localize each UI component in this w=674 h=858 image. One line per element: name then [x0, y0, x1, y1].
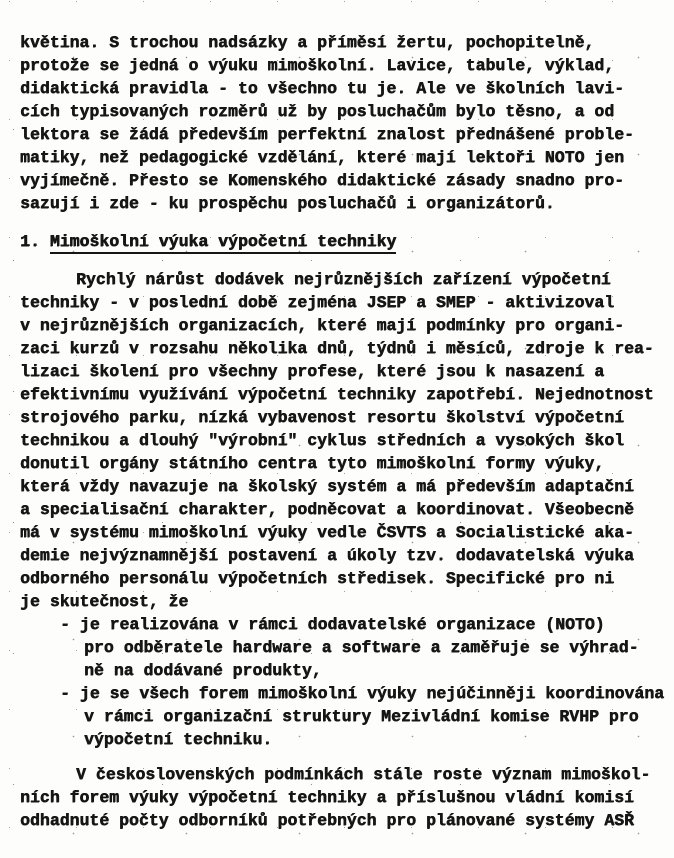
bullet-item-2	[20, 682, 664, 751]
text-line: v nejrůznějších organizacích, které mají podmínky pro organi-	[20, 316, 624, 335]
text-line: techniky - v poslední době zejména JSEP a SMEP - aktivizoval	[20, 293, 615, 312]
text-line: odhadnuté počty odborníků potřebných pro plánované systémy ASŘ	[20, 811, 634, 830]
paragraph-2	[20, 268, 664, 613]
text-line: ních forem výuky výpočetní techniky a příslušnou vládní komisí	[20, 788, 634, 807]
text-line: vyjímečně. Přesto se Komenského didaktické zásady snadno pro-	[20, 171, 624, 190]
bullet-item-1	[20, 613, 664, 682]
text-line: strojového parku, nízká vybavenost resortu školství výpočetní	[20, 408, 624, 427]
text-line: cích typisovaných rozměrů už by posluchačům bylo těsno, a od	[20, 102, 615, 121]
text-line: odborného personálu výpočetních středisek. Specifické pro ni	[20, 569, 615, 588]
text-line: V československých podmínkách stále roste význam mimoškol-	[76, 765, 651, 784]
bullet-line: - je realizována v rámci dodavatelské organizace (NOTO)	[60, 615, 605, 634]
text-line: květina. S trochou nadsázky a příměsí žertu, pochopitelně,	[20, 33, 595, 52]
bullet-line: - je se všech forem mimoškolní výuky nejúčinněji koordinována	[60, 684, 664, 703]
text-line: je skutečnost, že	[20, 592, 189, 611]
text-line: matiky, než pedagogické vzdělání, které mají lektoři NOTO jen	[20, 148, 624, 167]
text-line: didaktická pravidla - to všechno tu je. Ale ve školních lavi-	[20, 79, 624, 98]
bullet-line: ně na dodávané produkty,	[84, 661, 322, 680]
text-line: Rychlý nárůst dodávek nejrůznějších zařízení výpočetní	[76, 270, 611, 289]
bullet-line: pro odběratele hardware a software a zaměřuje se výhrad-	[84, 638, 639, 657]
text-line: sazují i zde - ku prospěchu posluchačů i organizátorů.	[20, 194, 555, 213]
text-line: efektivnímu využívání výpočetní techniky zapotřebí. Nejednotnost	[20, 385, 654, 404]
text-line: lizaci školení pro všechny profese, které jsou k nasazení a	[20, 362, 605, 381]
text-line: zaci kurzů v rozsahu několika dnů, týdnů i měsíců, zdroje k rea-	[20, 339, 654, 358]
text-line: a specialisační charakter, podněcovat a koordinovat. Všeobecně	[20, 500, 634, 519]
text-line: má v systému mimoškolní výuky vedle ČSVTS a Socialistické aka-	[20, 523, 634, 542]
text-line: protože se jedná o výuku mimoškolní. Lavice, tabule, výklad,	[20, 56, 615, 75]
section-title: Mimoškolní výuka výpočetní techniky	[50, 232, 397, 254]
paragraph-spacer	[20, 215, 664, 230]
bullet-line: výpočetní techniku.	[84, 730, 273, 749]
paragraph-spacer	[20, 751, 664, 763]
text-line: demie nejvýznamnější postavení a úkoly tzv. dodavatelská výuka	[20, 546, 634, 565]
text-line: donutil orgány státního centra tyto mimoškolní formy výuky,	[20, 454, 605, 473]
text-line: lektora se žádá především perfektní znalost přednášené proble-	[20, 125, 634, 144]
paragraph-spacer	[20, 253, 664, 268]
section-heading	[20, 230, 664, 253]
paragraph-1	[20, 31, 664, 215]
text-line: technikou a dlouhý "výrobní" cyklus středních a vysokých škol	[20, 431, 624, 450]
bullet-line: v rámci organizační struktury Mezivládní komise RVHP pro	[84, 707, 639, 726]
paragraph-3	[20, 763, 664, 832]
section-number: 1.	[20, 232, 40, 251]
text-line: která vždy navazuje na školský systém a má především adaptační	[20, 477, 634, 496]
